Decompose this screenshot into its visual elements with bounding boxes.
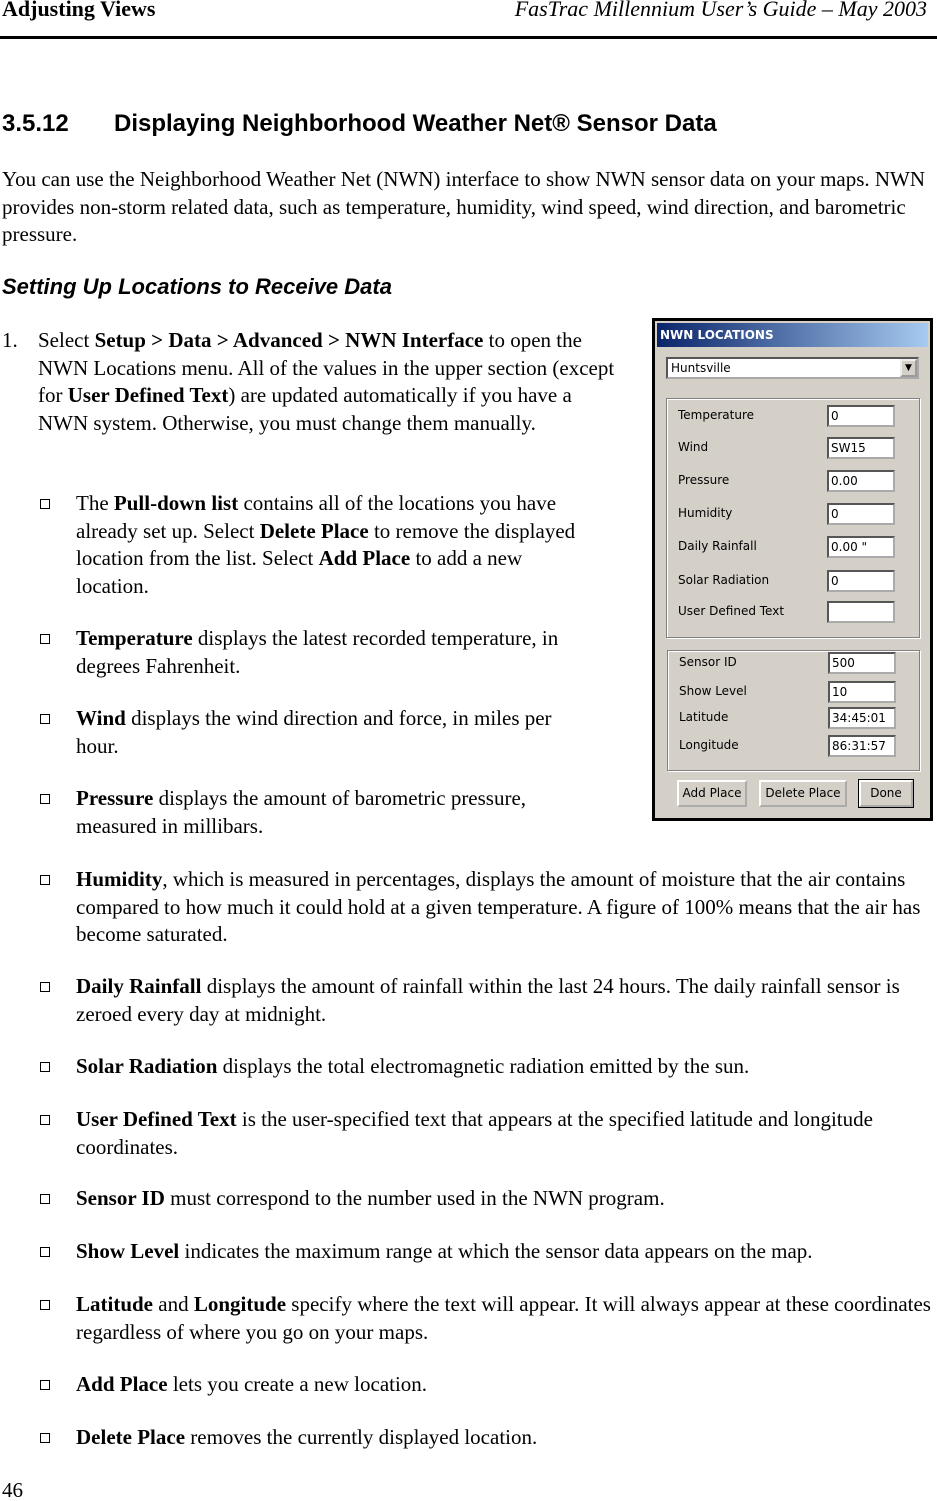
checkbox-bullet-icon [40,982,50,992]
checkbox-bullet-icon [40,1380,50,1390]
text-run: displays the amount of barometric pressure, measured in millibars. [76,786,527,838]
daily-rainfall-input[interactable]: 0.00 " [827,536,895,558]
text-run: The [76,491,114,515]
text-run: , which is measured in percentages, displays the amount of moisture that the air contains compared to how much it could hold at a given temperature. A figure of 100% means that the air has become saturated. [76,867,921,946]
checkbox-bullet-icon [40,499,50,509]
bold-term: User Defined Text [76,1107,237,1131]
text-run: to add a new location. [76,546,523,598]
done-button[interactable]: Done [859,780,913,807]
field-row [668,652,919,674]
checkbox-bullet-icon [40,1247,50,1257]
longitude-label: Longitude [679,738,739,752]
text-run: displays the total electromagnetic radiation emitted by the sun. [217,1054,750,1078]
user-defined-text-input[interactable] [827,601,895,623]
field-row [667,570,919,592]
wind-label: Wind [678,440,709,454]
checkbox-bullet-icon [40,1115,50,1125]
user-defined-text-label: User Defined Text [678,604,785,618]
bullet-text [76,705,590,760]
subheading: Setting Up Locations to Receive Data [2,274,392,299]
solar-radiation-label: Solar Radiation [678,573,770,587]
bullet-item [40,785,590,840]
bullet-item [40,490,590,600]
checkbox-bullet-icon [40,794,50,804]
show-level-label: Show Level [679,684,747,698]
longitude-input[interactable]: 86:31:57 [828,735,896,757]
text-run: is the user-specified text that appears at the specified latitude and longitude coordinates. [76,1107,873,1159]
intro-paragraph: You can use the Neighborhood Weather Net (NWN) interface to show NWN sensor data on your maps. NWN provides non-storm related data, such as temperature, humidity, wind speed, wind direction, and barometric pressure. [2,167,926,246]
show-level-input[interactable]: 10 [828,681,896,703]
text-run: to open the NWN Locations menu. All of the values in the upper section (except for [38,328,615,407]
field-row [667,470,919,492]
bullet-item [40,625,590,680]
text-run: lets you create a new location. [167,1372,428,1396]
bullet-text [76,1371,937,1399]
temperature-input[interactable]: 0 [827,405,895,427]
field-row [668,707,919,729]
bold-term: Humidity [76,867,163,891]
bullet-item [40,705,590,760]
sensor-id-label: Sensor ID [679,655,737,669]
text-run: removes the currently displayed location. [185,1425,538,1449]
section-number: 3.5.12 [2,110,69,137]
text-run: contains all of the locations you have already set up. Select [76,491,557,543]
chevron-down-icon[interactable]: ▼ [900,359,917,377]
sensor-id-input[interactable]: 500 [828,652,896,674]
bullet-text [76,490,590,600]
dialog-title: NWN LOCATIONS [657,323,928,347]
solar-radiation-input[interactable]: 0 [827,570,895,592]
daily-rainfall-label: Daily Rainfall [678,539,757,553]
text-run: displays the amount of rainfall within the last 24 hours. The daily rainfall sensor is zeroed every day at midnight. [76,974,900,1026]
nwn-locations-dialog [652,318,933,821]
field-row [668,681,919,703]
bold-term: Latitude [76,1292,154,1316]
bold-term: Daily Rainfall [76,974,202,998]
bullet-item [40,1106,937,1161]
bullet-text [76,1185,937,1213]
bullet-text [76,1291,937,1346]
location-value: Huntsville [671,361,731,375]
bullet-item [40,1424,937,1452]
step-text [38,327,627,437]
location-dropdown[interactable] [666,357,919,379]
bold-term: Pull-down list [113,491,239,515]
bullet-text [76,1053,937,1081]
bullet-item [40,1371,937,1399]
header-section: Adjusting Views [2,0,156,21]
bold-term: Show Level [76,1239,180,1263]
field-row [667,503,919,525]
latitude-label: Latitude [679,710,729,724]
bold-term: Delete Place [259,518,369,543]
header-guide-title: FasTrac Millennium User’s Guide – May 2003 [514,0,927,21]
checkbox-bullet-icon [40,1300,50,1310]
field-row [667,536,919,558]
text-run: must correspond to the number used in the NWN program. [164,1186,665,1210]
wind-input[interactable]: SW15 [827,437,895,459]
bold-term: Longitude [193,1292,287,1316]
bullet-text [76,1106,937,1161]
checkbox-bullet-icon [40,1194,50,1204]
humidity-label: Humidity [678,506,733,520]
bullet-text [76,973,937,1028]
step-1 [2,327,627,437]
step-number: 1. [2,328,18,352]
field-row [667,405,919,427]
text-run: ) are updated automatically if you have a NWN system. Otherwise, you must change them manually. [38,383,572,435]
bullet-text [76,1424,937,1452]
page-number: 46 [2,1478,23,1501]
bullet-text [76,866,937,949]
bold-term: Solar Radiation [76,1054,218,1078]
bold-term: Sensor ID [76,1186,165,1210]
pressure-label: Pressure [678,473,730,487]
checkbox-bullet-icon [40,634,50,644]
bold-term: Add Place [76,1372,168,1396]
weather-values-group [666,398,920,638]
checkbox-bullet-icon [40,875,50,885]
bold-term: Wind [76,706,126,730]
bullet-item [40,1185,937,1213]
bullet-item [40,866,937,949]
bold-term: Delete Place [76,1425,186,1449]
text-run: specify where the text will appear. It will always appear at these coordinates regardless of where you go on your maps. [76,1292,931,1344]
text-run: to remove the displayed location from the list. Select [76,518,576,570]
text-run: indicates the maximum range at which the sensor data appears on the map. [179,1239,813,1263]
text-run: and [153,1292,194,1316]
bullet-item [40,1238,937,1266]
bold-term: Setup > Data > Advanced > NWN Interface [94,328,484,352]
field-row [667,437,919,459]
section-heading [2,110,717,138]
latitude-input[interactable]: 34:45:01 [828,707,896,729]
bullet-item [40,1291,937,1346]
bullet-item [40,973,937,1028]
temperature-label: Temperature [678,408,755,422]
bullet-item [40,1053,937,1081]
bullet-text [76,785,590,840]
checkbox-bullet-icon [40,714,50,724]
checkbox-bullet-icon [40,1062,50,1072]
delete-place-button[interactable]: Delete Place [759,780,847,807]
text-run: displays the latest recorded temperature, in degrees Fahrenheit. [76,626,559,678]
bold-term: Temperature [76,626,193,650]
bold-term: Add Place [318,546,411,570]
humidity-input[interactable]: 0 [827,503,895,525]
bold-term: Pressure [76,786,154,810]
bullet-text [76,625,590,680]
header-rule [0,36,937,39]
section-title: Displaying Neighborhood Weather Net® Sensor Data [114,110,717,137]
bold-term: User Defined Text [67,383,229,407]
field-row [668,735,919,757]
sensor-settings-group [667,650,920,771]
field-row [667,601,919,623]
bullet-text [76,1238,937,1266]
add-place-button[interactable]: Add Place [677,780,747,807]
text-run: displays the wind direction and force, in miles per hour. [76,706,552,758]
text-run: Select [38,328,95,352]
checkbox-bullet-icon [40,1433,50,1443]
pressure-input[interactable]: 0.00 [827,470,895,492]
